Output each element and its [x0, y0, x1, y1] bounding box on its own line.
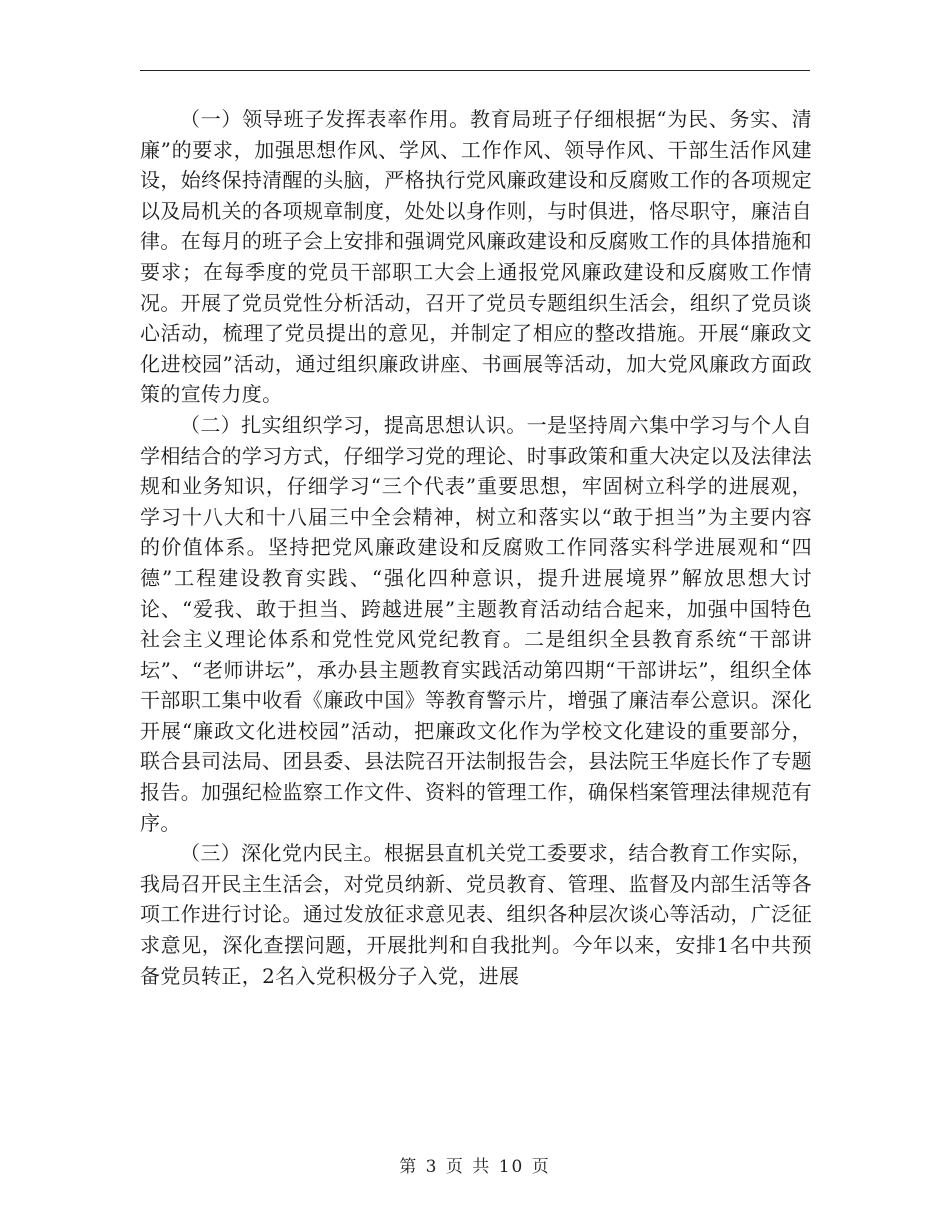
header-rule — [140, 70, 810, 71]
paragraph-study: （二）扎实组织学习，提高思想认识。一是坚持周六集中学习与个人自学相结合的学习方式，仔细学习党的理论、时事政策和重大决定以及法律法规和业务知识，仔细学习“三个代表”重要思想，牢固树立科学的进展观，学习十八大和十八届三中全会精神，树立和落实以“敢于担当”为主要内容的价值体系。坚持把党风廉政建设和反腐败工作同落实科学进展观和“四德”工程建设教育实践、“强化四种意识，提升进展境界”解放思想大讨论、“爱我、敢于担当、跨越进展”主题教育活动结合起来，加强中国特色社会主义理论体系和党性党风党纪教育。二是组织全县教育系统“干部讲坛”、“老师讲坛”，承办县主题教育实践活动第四期“干部讲坛”，组织全体干部职工集中收看《廉政中国》等教育警示片，增强了廉洁奉公意识。深化开展“廉政文化进校园”活动，把廉政文化作为学校文化建设的重要部分，联合县司法局、团县委、县法院召开法制报告会，县法院王华庭长作了专题报告。加强纪检监察工作文件、资料的管理工作，确保档案管理法律规范有序。 — [140, 412, 812, 835]
page-number: 第 3 页 共 10 页 — [399, 1157, 551, 1177]
document-body — [140, 104, 812, 991]
paragraph-leadership: （一）领导班子发挥表率作用。教育局班子仔细根据“为民、务实、清廉”的要求，加强思想作风、学风、工作作风、领导作风、干部生活作风建设，始终保持清醒的头脑，严格执行党风廉政建设和反腐败工作的各项规定以及局机关的各项规章制度，处处以身作则，与时俱进，恪尽职守，廉洁自律。在每月的班子会上安排和强调党风廉政建设和反腐败工作的具体措施和要求；在每季度的党员干部职工大会上通报党风廉政建设和反腐败工作情况。开展了党员党性分析活动，召开了党员专题组织生活会，组织了党员谈心活动，梳理了党员提出的意见，并制定了相应的整改措施。开展“廉政文化进校园”活动，通过组织廉政讲座、书画展等活动，加大党风廉政方面政策的宣传力度。 — [140, 107, 812, 407]
paragraph-democracy: （三）深化党内民主。根据县直机关党工委要求，结合教育工作实际，我局召开民主生活会，对党员纳新、党员教育、管理、监督及内部生活等各项工作进行讨论。通过发放征求意见表、组织各种层次谈心等活动，广泛征求意见，深化查摆问题，开展批判和自我批判。今年以来，安排1名中共预备党员转正，2名入党积极分子入党，进展 — [140, 841, 812, 988]
